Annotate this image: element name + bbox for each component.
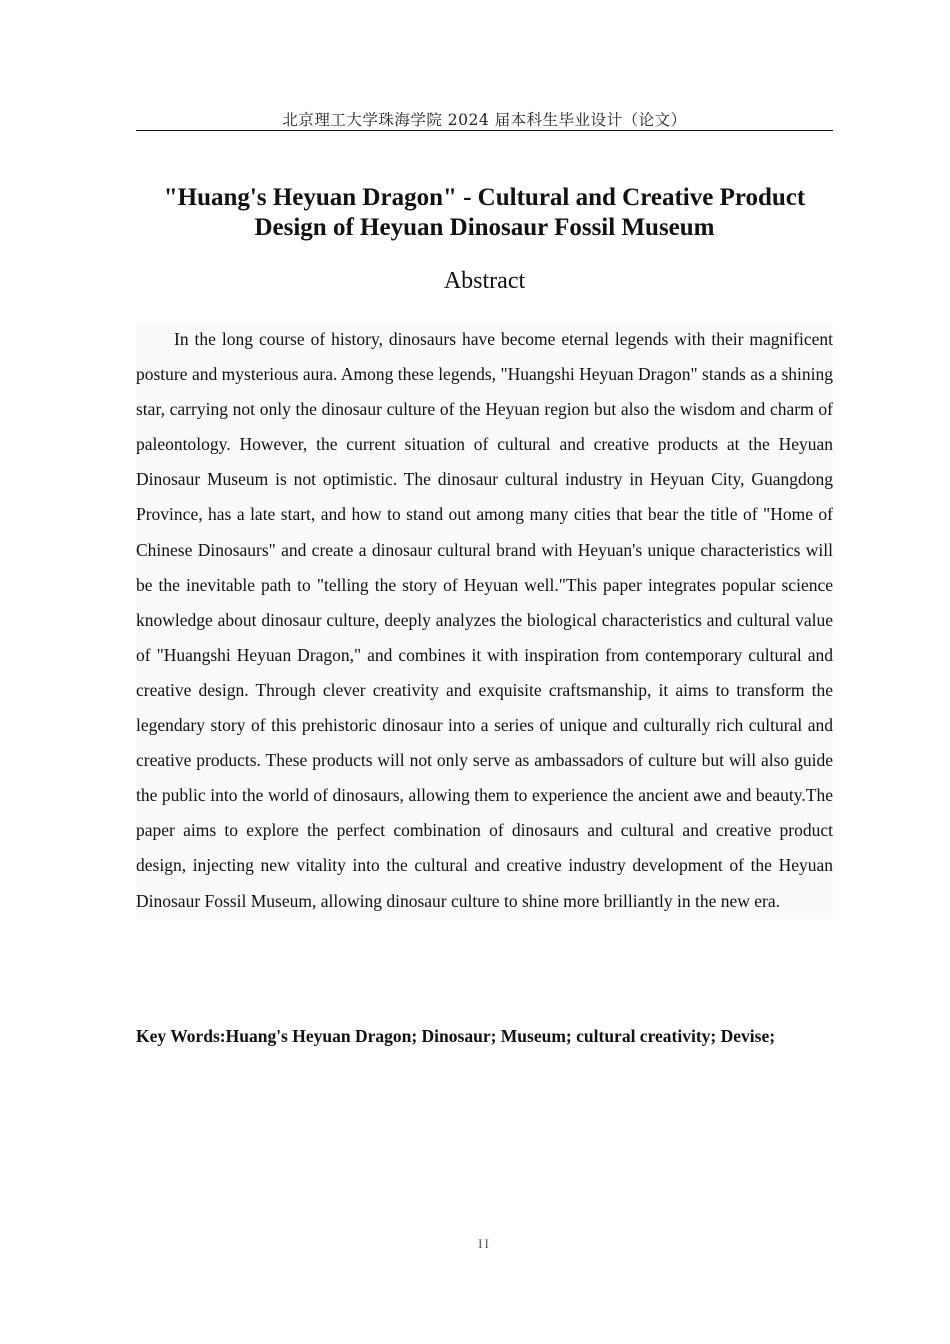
keywords: Key Words:Huang's Heyuan Dragon; Dinosaur; Museum; cultural creativity; Devise;: [136, 1026, 776, 1046]
running-header: 北京理工大学珠海学院 2024 届本科生毕业设计（论文）: [282, 111, 687, 129]
page-number: II: [478, 1236, 491, 1251]
header-rule: [136, 130, 833, 131]
abstract-body: In the long course of history, dinosaurs have become eternal legends with their magnificent posture and mysterious aura. Among these legends, "Huangshi Heyuan Dragon" stands as a shining star, carrying not only the dinosaur culture of the Heyuan region but also the wisdom and charm of paleontology. However, the current situation of cultural and creative products at the Heyuan Dinosaur Museum is not optimistic. The dinosaur cultural industry in Heyuan City, Guangdong Province, has a late start, and how to stand out among many cities that bear the title of "Home of Chinese Dinosaurs" and create a dinosaur cultural brand with Heyuan's unique characteristics will be the inevitable path to "telling the story of Heyuan well."This paper integrates popular science knowledge about dinosaur culture, deeply analyzes the biological characteristics and cultural value of "Huangshi Heyuan Dragon," and combines it with inspiration from contemporary cultural and creative design. Through clever creativity and exquisite craftsmanship, it aims to transform the legendary story of this prehistoric dinosaur into a series of unique and culturally rich cultural and creative products. These products will not only serve as ambassadors of culture but will also guide the public into the world of dinosaurs, allowing them to experience the ancient awe and beauty.The paper aims to explore the perfect combination of dinosaurs and cultural and creative product design, injecting new vitality into the cultural and creative industry development of the Heyuan Dinosaur Fossil Museum, allowing dinosaur culture to shine more brilliantly in the new era.: [136, 322, 833, 919]
abstract-heading: Abstract: [443, 268, 526, 294]
paper-title: "Huang's Heyuan Dragon" - Cultural and Creative Product Design of Heyuan Dinosaur Fossil Museum: [163, 184, 806, 241]
